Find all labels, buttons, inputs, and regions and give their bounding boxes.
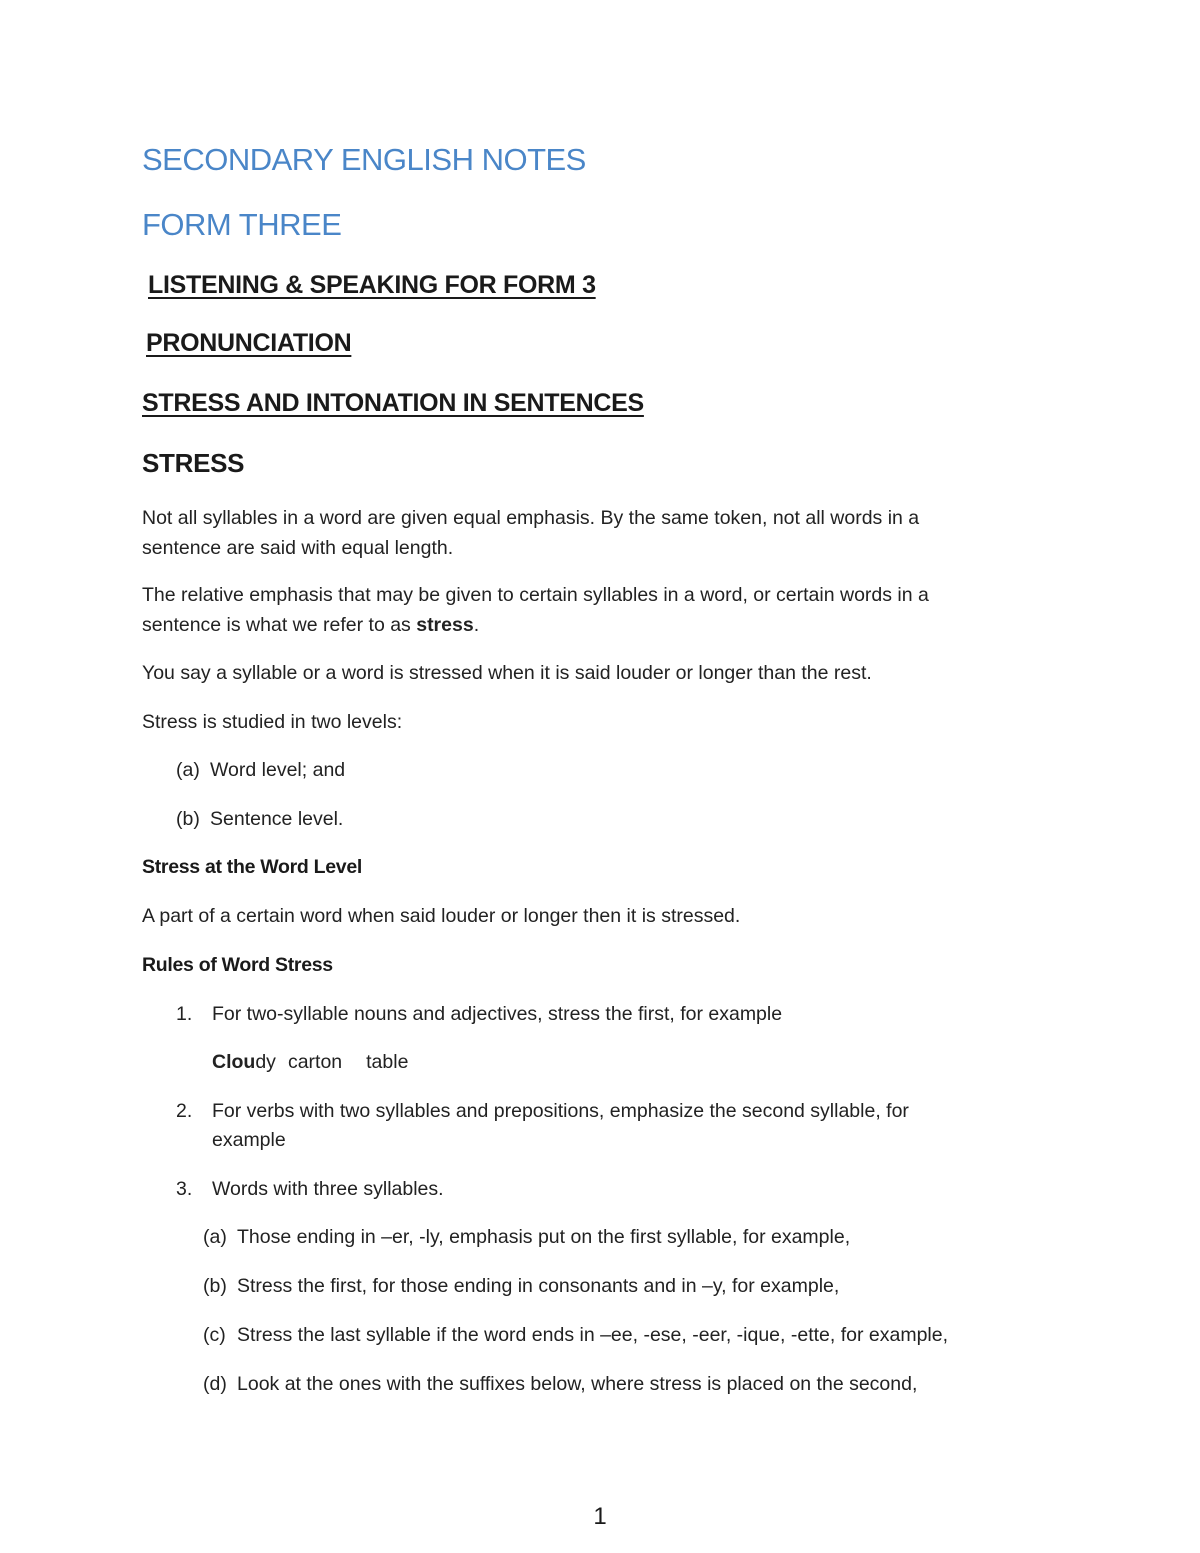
list-item-text: Sentence level. (210, 808, 344, 830)
list-marker: 1. (176, 1003, 193, 1025)
paragraph-4: Stress is studied in two levels: (142, 711, 403, 733)
paragraph-3: You say a syllable or a word is stressed when it is said louder or longer than the rest. (142, 662, 872, 684)
list-marker: (b) (203, 1275, 227, 1297)
list-item-text: Words with three syllables. (212, 1178, 444, 1200)
sub-item-c (203, 1320, 948, 1350)
example-word-carton: carton (287, 1051, 343, 1073)
list-marker: (a) (176, 759, 200, 781)
sub-item-d (203, 1369, 917, 1399)
paragraph-2-line-1: The relative emphasis that may be given to certain syllables in a word, or certain words in a (142, 584, 929, 606)
paragraph-1-line-1: Not all syllables in a word are given equal emphasis. By the same token, not all words in a (142, 507, 920, 529)
list-item-text: Those ending in –er, -ly, emphasis put on the first syllable, for example, (237, 1226, 851, 1248)
document-title: SECONDARY ENGLISH NOTES (142, 142, 586, 177)
list-item-text: Stress the first, for those ending in consonants and in –y, for example, (237, 1275, 840, 1297)
paragraph-2-line-2 (142, 610, 479, 640)
rule-item-3 (176, 1174, 444, 1204)
list-item-text: Word level; and (210, 759, 346, 781)
sub-item-a (203, 1222, 850, 1252)
list-marker: 3. (176, 1178, 193, 1200)
paragraph-1-line-2: sentence are said with equal length. (142, 537, 454, 559)
rule-item-1 (176, 999, 782, 1029)
example-words (212, 1047, 408, 1077)
list-item-text: For two-syllable nouns and adjectives, stress the first, for example (212, 1003, 783, 1025)
list-marker: (b) (176, 808, 200, 830)
listening-heading: LISTENING & SPEAKING FOR FORM 3 (148, 271, 596, 299)
sub-item-b (203, 1271, 839, 1301)
list-item-text: Stress the last syllable if the word ends in –ee, -ese, -eer, -ique, -ette, for example, (237, 1324, 949, 1346)
level-item-a (176, 755, 345, 785)
list-item-text: Look at the ones with the suffixes below, where stress is placed on the second, (237, 1373, 918, 1395)
word-level-heading: Stress at the Word Level (142, 856, 363, 878)
paragraph-2-period: . (473, 614, 480, 636)
pronunciation-heading: PRONUNCIATION (146, 329, 352, 357)
list-marker: (a) (203, 1226, 227, 1248)
example-word-table: table (366, 1051, 409, 1073)
example-word-stressed: Clou (212, 1051, 256, 1073)
rules-heading: Rules of Word Stress (142, 954, 333, 976)
list-marker: (c) (203, 1324, 226, 1346)
example-word-rest: dy (255, 1051, 276, 1073)
paragraph-2-text: sentence is what we refer to as (142, 614, 417, 636)
page-number: 1 (593, 1503, 607, 1530)
stress-term: stress (416, 614, 474, 636)
stress-intonation-heading: STRESS AND INTONATION IN SENTENCES (142, 389, 644, 417)
rule-item-2-line-2: example (212, 1129, 286, 1151)
level-item-b (176, 804, 343, 834)
form-title: FORM THREE (142, 207, 342, 242)
stress-heading: STRESS (142, 448, 245, 478)
list-marker: (d) (203, 1373, 227, 1395)
list-marker: 2. (176, 1100, 193, 1122)
word-level-text: A part of a certain word when said louder or longer then it is stressed. (142, 905, 741, 927)
rule-item-2-line-1 (176, 1096, 909, 1126)
list-item-text: For verbs with two syllables and prepositions, emphasize the second syllable, for (212, 1100, 909, 1122)
